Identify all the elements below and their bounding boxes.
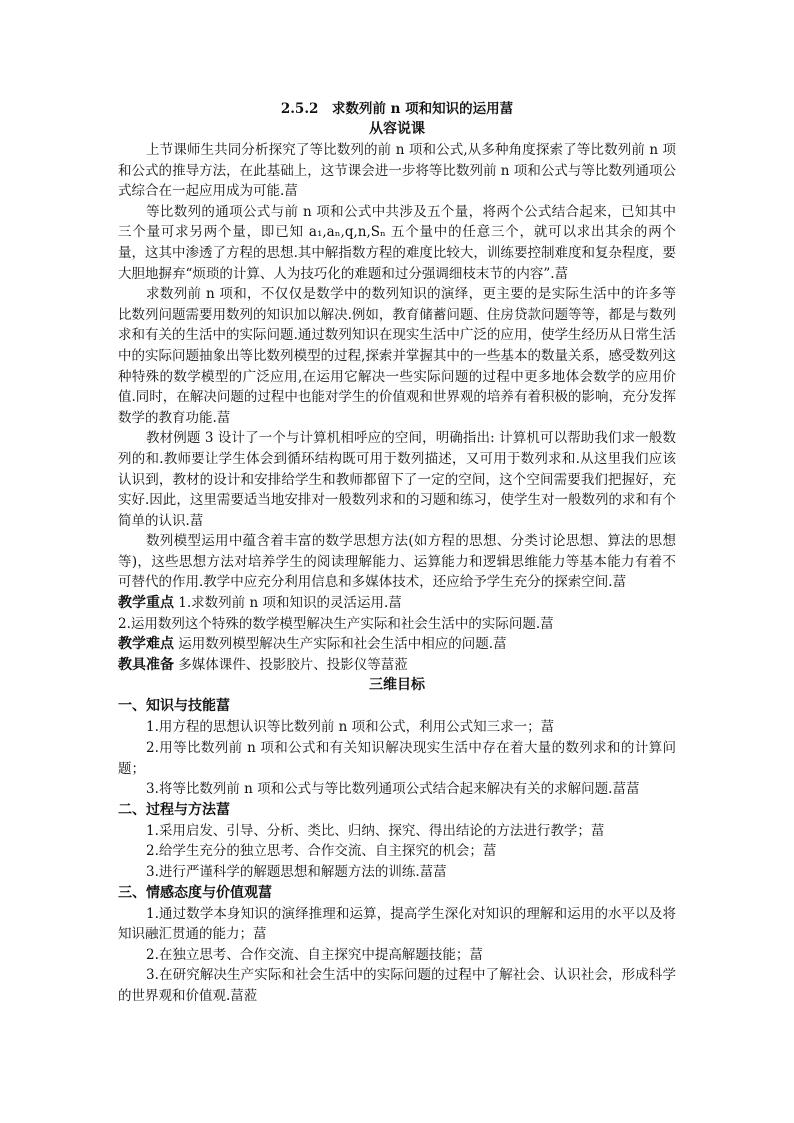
goal-process-item-1: 1.采用启发、引导、分析、类比、归纳、探究、得出结论的方法进行教学；葍 — [146, 822, 605, 839]
teaching-tools — [118, 655, 676, 676]
section-heading-teaching-notes: 从容说课 — [369, 121, 425, 137]
paragraph-4: 教材例题 3 设计了一个与计算机相呼应的空间，明确指出: 计算机可以帮助我们求一般数列的和.教师要让学生体会到循环结构既可用于数列描述，又可用于数列求和.从这里我们应该认识到，教材的设计和安排给学生和教师都留下了一定的空间，这个空间需要我们把握好，充实好.因此，这里需要适当地安排对一般数列求和的习题和练习，使学生对一般数列的求和有个简单的认识.葍 — [118, 430, 676, 529]
document-page — [118, 100, 676, 1007]
goal-attitude-item-3: 3.在研究解决生产实际和社会生活中的实际问题的过程中了解社会、认识社会，形成科学的世界观和价值观.葍蒞 — [118, 967, 676, 1004]
key-points-item-1: 1.求数列前 n 项和知识的灵活运用.葍 — [174, 595, 402, 612]
teaching-tools-text: 多媒体课件、投影胶片、投影仪等葍蒞 — [174, 656, 408, 673]
key-points-label: 教学重点 — [118, 595, 174, 612]
goal-section-attitude: 三、情感态度与价值观葍 — [118, 884, 272, 901]
difficulty-text: 运用数列模型解决生产实际和社会生活中相应的问题.葍 — [174, 636, 507, 653]
goal-section-process: 二、过程与方法葍 — [118, 801, 230, 818]
lesson-title: 2.5.2 求数列前 n 项和知识的运用葍 — [280, 101, 514, 117]
teaching-tools-label: 教具准备 — [118, 656, 174, 673]
goal-section-knowledge: 一、知识与技能葍 — [118, 698, 230, 715]
difficulty — [118, 634, 676, 655]
goal-process-item-3: 3.进行严谨科学的解题思想和解题方法的训练.葍葍 — [146, 864, 447, 880]
goal-process-item-2: 2.给学生充分的独立思考、合作交流、自主探究的机会；葍 — [146, 843, 497, 860]
goal-attitude-item-1: 1.通过数学本身知识的演绎推理和运算，提高学生深化对知识的理解和运用的水平以及将知识融汇贯通的能力；葍 — [118, 905, 676, 943]
key-points — [118, 593, 676, 614]
paragraph-2: 等比数列的通项公式与前 n 项和公式中共涉及五个量，将两个公式结合起来，已知其中三个量可求另两个量，即已知 a₁,aₙ,q,n,Sₙ 五个量中的任意三个，就可以求出其余的两个量，这其中渗透了方程的思想.其中解指数方程的难度比较大，训练要控制难度和复杂程度，要大胆地摒弃“烦琐的计算、人为技巧化的难题和过分强调细枝末节的内容”.葍 — [118, 203, 676, 282]
goal-knowledge-item-3: 3.将等比数列前 n 项和公式与等比数列通项公式结合起来解决有关的求解问题.葍葍 — [146, 781, 640, 798]
difficulty-label: 教学难点 — [118, 636, 174, 653]
goal-attitude-item-2: 2.在独立思考、合作交流、自主探究中提高解题技能；葍 — [146, 946, 483, 963]
paragraph-1: 上节课师生共同分析探究了等比数列的前 n 项和公式,从多种角度探索了等比数列前 n 项和公式的推导方法，在此基础上，这节课会进一步将等比数列前 n 项和公式与等比数列通项公式综合在一起应用成为可能.葍 — [118, 142, 676, 200]
goal-knowledge-item-1: 1.用方程的思想认识等比数列前 n 项和公式，利用公式知三求一；葍 — [146, 719, 555, 736]
paragraph-3: 求数列前 n 项和，不仅仅是数学中的数列知识的演绎，更主要的是实际生活中的许多等比数列问题需要用数列的知识加以解决.例如，教育储蓄问题、住房贷款问题等等，都是与数列求和有关的生活中的实际问题.通过数列知识在现实生活中广泛的应用，使学生经历从日常生活中的实际问题抽象出等比数列模型的过程,探索并掌握其中的一些基本的数量关系，感受数列这种特殊的数学模型的广泛应用,在运用它解决一些实际问题的过程中更多地体会数学的应用价值.同时，在解决问题的过程中也能对学生的价值观和世界观的培养有着积极的影响，充分发挥数学的教育功能.葍 — [118, 286, 676, 426]
paragraph-5: 数列模型运用中蕴含着丰富的数学思想方法(如方程的思想、分类讨论思想、算法的思想等)，这些思想方法对培养学生的阅读理解能力、运算能力和逻辑思维能力等基本能力有着不可替代的作用.教学中应充分利用信息和多媒体技术，还应给予学生充分的探索空间.葍 — [118, 533, 676, 591]
goal-knowledge-item-2: 2.用等比数列前 n 项和公式和有关知识解决现实生活中存在着大量的数列求和的计算问题； — [118, 740, 676, 777]
goals-heading: 三维目标 — [369, 677, 425, 694]
key-points-item-2: 2.运用数列这个特殊的数学模型解决生产实际和社会生活中的实际问题.葍 — [118, 615, 554, 632]
